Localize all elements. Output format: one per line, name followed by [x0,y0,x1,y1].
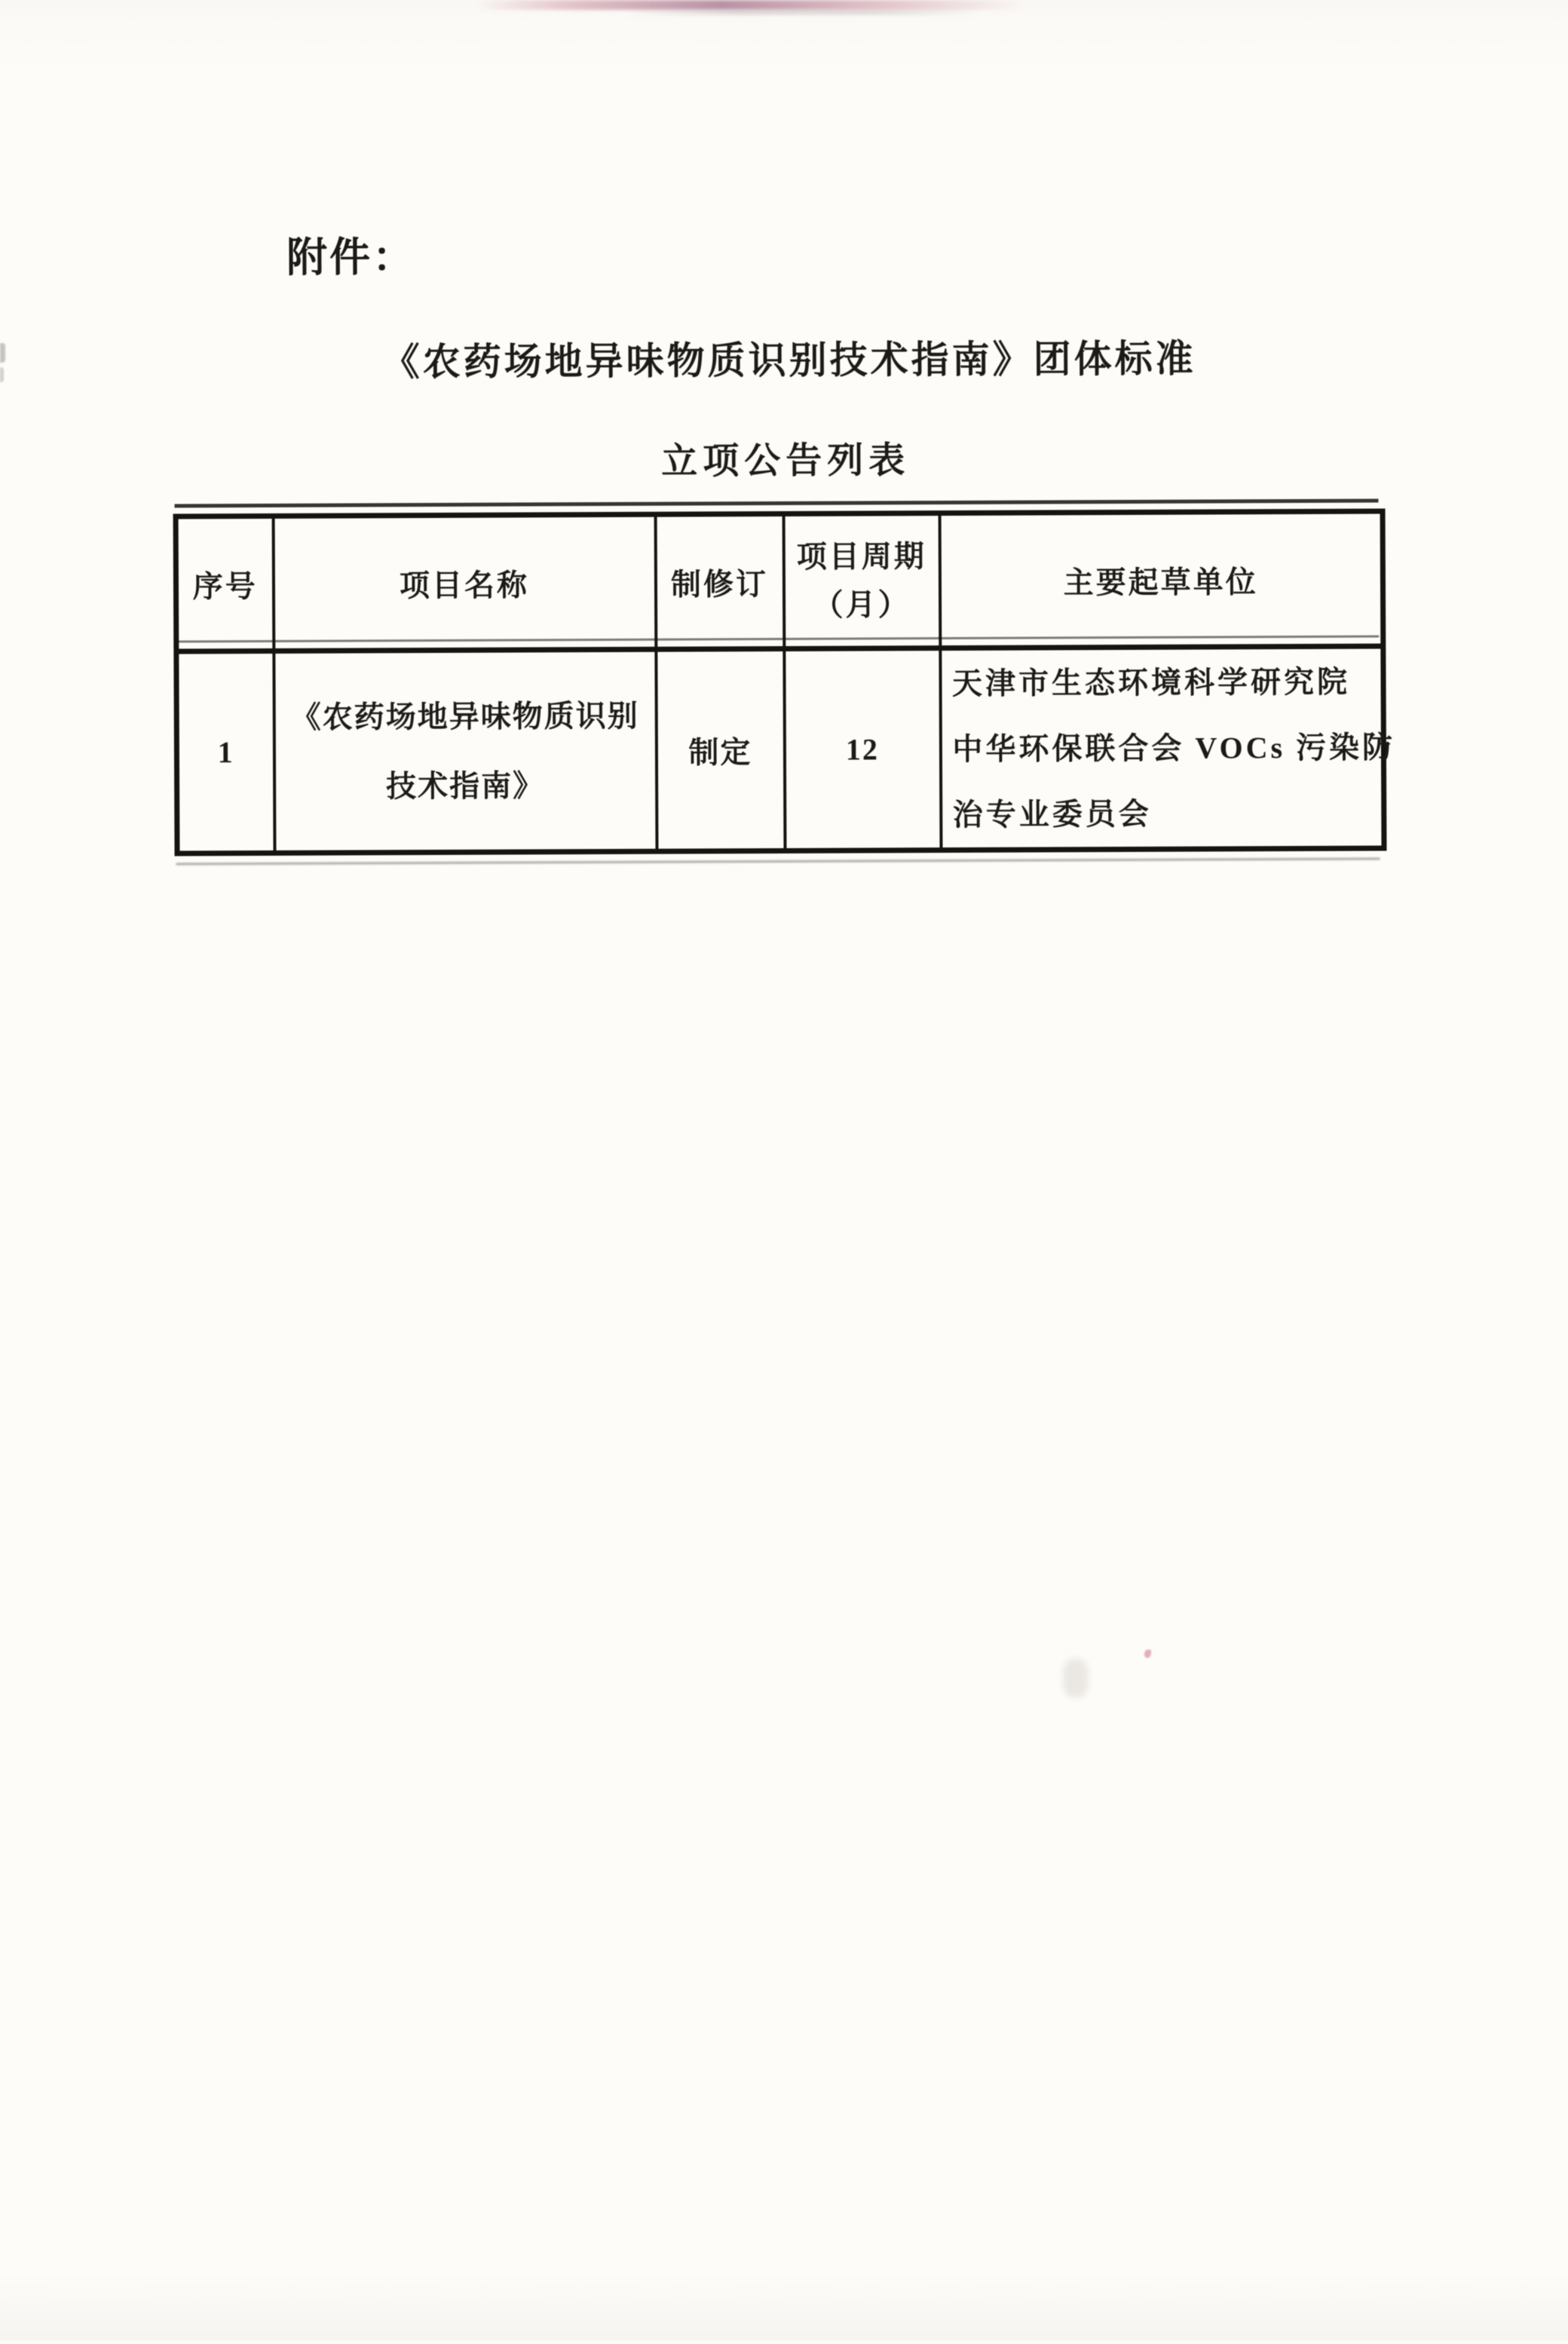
col-header-project-period [783,513,940,649]
cell-row-number: 1 [176,651,274,853]
col-header-no: 序号 [176,516,274,651]
project-table [173,509,1396,856]
table-row [176,646,1384,853]
col-header-revision-type: 制修订 [655,513,784,649]
attachment-label: 附件： [286,234,416,280]
col-header-drafting-unit: 主要起草单位 [939,511,1383,648]
col-header-project-name: 项目名称 [273,514,656,651]
project-name-line1: 《农药场地异味物质识别 [290,698,639,734]
table-header-row [176,511,1383,651]
project-table-wrap [173,509,1396,856]
drafting-unit-line1: 天津市生态环境科学研究院 [951,664,1351,701]
drafting-unit-line2: 中华环保联合会 VOCs 污染防 [952,730,1396,767]
col-header-period-line1: 项目周期 [796,539,926,574]
document-subtitle: 立项公告列表 [661,440,911,482]
drafting-unit-line3: 治专业委员会 [952,796,1152,832]
document-title: 《农药场地异味物质识别技术指南》团体标准 [381,337,1196,384]
cell-period-months: 12 [784,648,941,851]
table-bottom-rule-echo [176,858,1380,866]
project-name-line2: 技术指南》 [386,768,545,803]
cell-project-name [274,649,657,853]
table-top-rule-echo [174,499,1378,508]
col-header-period-line2: （月） [813,587,911,622]
cell-revision-type: 制定 [656,648,785,851]
cell-drafting-unit [940,646,1396,850]
